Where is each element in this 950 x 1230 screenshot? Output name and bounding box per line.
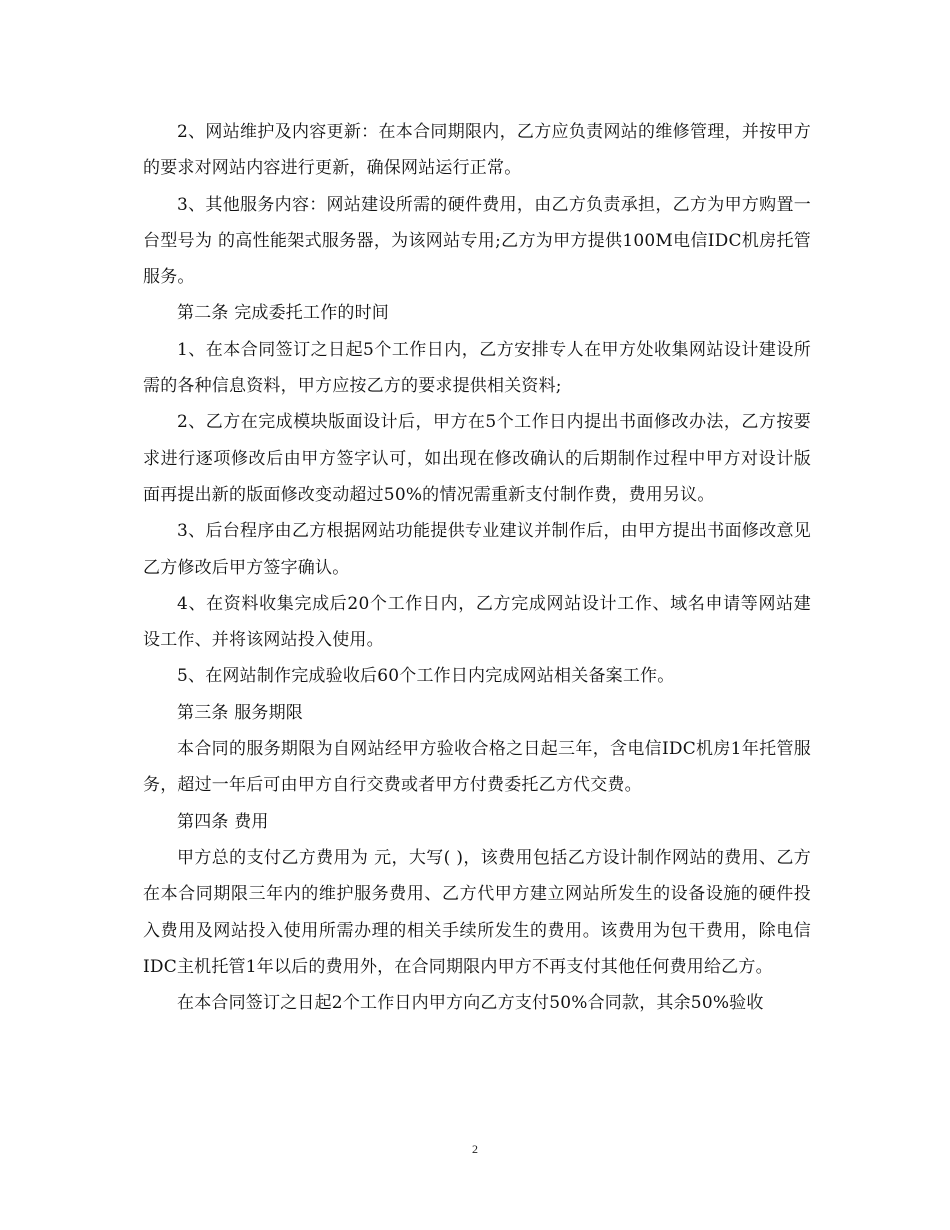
- paragraph-service-term: 本合同的服务期限为自网站经甲方验收合格之日起三年，含电信IDC机房1年托管服务，超过一年后可由甲方自行交费或者甲方付费委托乙方代交费。: [143, 739, 811, 796]
- paragraph-site-build: 4、在资料收集完成后20个工作日内，乙方完成网站设计工作、域名申请等网站建设工作、并将该网站投入使用。: [143, 593, 811, 651]
- document-body: [143, 114, 811, 1021]
- paragraph-backend-program: 3、后台程序由乙方根据网站功能提供专业建议并制作后，由甲方提出书面修改意见乙方修改后甲方签字确认。: [143, 521, 811, 578]
- section-heading-article-2: 第二条 完成委托工作的时间: [177, 303, 390, 324]
- page-number: 2: [472, 1142, 478, 1156]
- paragraph-payment: 在本合同签订之日起2个工作日内甲方向乙方支付50%合同款，其余50%验收: [177, 993, 764, 1014]
- paragraph-maintenance: 2、网站维护及内容更新：在本合同期限内，乙方应负责网站的维修管理，并按甲方的要求对网站内容进行更新，确保网站运行正常。: [143, 122, 811, 179]
- section-heading-article-3: 第三条 服务期限: [177, 702, 304, 723]
- section-heading-article-4: 第四条 费用: [177, 811, 269, 832]
- paragraph-layout-revision: 2、乙方在完成模块版面设计后，甲方在5个工作日内提出书面修改办法，乙方按要求进行逐项修改后由甲方签字认可，如出现在修改确认的后期制作过程中甲方对设计版面再提出新的版面修改变动超过50%的情况需重新支付制作费，费用另议。: [143, 412, 811, 505]
- paragraph-info-collection: 1、在本合同签订之日起5个工作日内，乙方安排专人在甲方处收集网站设计建设所需的各种信息资料，甲方应按乙方的要求提供相关资料;: [143, 339, 811, 397]
- paragraph-other-services: 3、其他服务内容：网站建设所需的硬件费用，由乙方负责承担，乙方为甲方购置一台型号为 的高性能架式服务器，为该网站专用;乙方为甲方提供100M电信IDC机房托管服务。: [143, 194, 811, 288]
- paragraph-filing: 5、在网站制作完成验收后60个工作日内完成网站相关备案工作。: [177, 666, 675, 687]
- paragraph-fees: 甲方总的支付乙方费用为 元，大写( )，该费用包括乙方设计制作网站的费用、乙方在本合同期限三年内的维护服务费用、乙方代甲方建立网站所发生的设备设施的硬件投入费用及网站投入使用所需办理的相关手续所发生的费用。该费用为包干费用，除电信IDC主机托管1年以后的费用外，在合同期限内甲方不再支付其他任何费用给乙方。: [143, 847, 811, 977]
